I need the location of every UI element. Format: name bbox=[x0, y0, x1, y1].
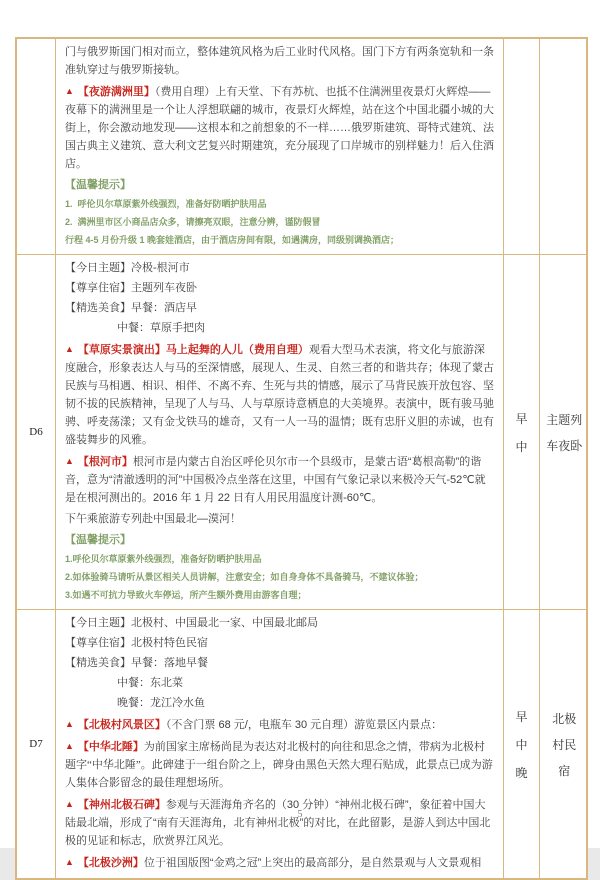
day-cell bbox=[17, 610, 55, 878]
feature-horse-show bbox=[65, 340, 495, 449]
day-cell bbox=[17, 255, 55, 609]
red-triangle-icon: ▲ bbox=[65, 741, 74, 751]
day-cell bbox=[17, 39, 55, 254]
content-cell bbox=[55, 610, 503, 878]
food-lunch: 中餐：草原手把肉 bbox=[117, 322, 205, 334]
day-label: D7 bbox=[29, 738, 43, 750]
content-cell bbox=[55, 255, 503, 609]
feature-body: （费用自理）上有天堂、下有苏杭、也抵不住满洲里夜景灯火辉煌——夜幕下的满洲里是一个让人浮想联翩的城市，夜景灯火辉煌，站在这个中国北疆小城的大街上，你会激动地发现——这根本和之前想象的不一样……俄罗斯建筑、哥特式建筑、法国古典主义建筑、意大利文艺复兴时期建筑，充分展现了口岸城市的别样魅力！后入住酒店。 bbox=[65, 86, 494, 170]
lodging-line: 村民 bbox=[552, 737, 577, 752]
lodging-cell bbox=[539, 39, 589, 254]
tips-header: 【温馨提示】 bbox=[65, 534, 131, 546]
red-triangle-icon: ▲ bbox=[65, 719, 74, 729]
stay-label: 【尊享住宿】 bbox=[65, 282, 131, 294]
lodging-line: 车夜卧 bbox=[546, 438, 583, 453]
food-label: 【精选美食】 bbox=[65, 657, 131, 669]
theme-value: 北极村、中国最北一家、中国最北邮局 bbox=[131, 617, 318, 629]
stay-value: 主题列车夜卧 bbox=[131, 282, 197, 294]
feature-title: 【根河市】 bbox=[77, 456, 133, 468]
itinerary-row-continuation bbox=[17, 39, 586, 254]
feature-zhonghua-beichui bbox=[65, 737, 495, 792]
lodging-line: 北极 bbox=[552, 711, 577, 726]
meal-item: 中 bbox=[515, 737, 528, 752]
red-triangle-icon: ▲ bbox=[65, 344, 74, 354]
food-dinner: 晚餐：龙江冷水鱼 bbox=[117, 697, 205, 709]
tips-header: 【温馨提示】 bbox=[65, 179, 131, 191]
itinerary-row-d6 bbox=[17, 254, 586, 609]
feature-genhe-city bbox=[65, 452, 495, 507]
theme-label: 【今日主题】 bbox=[65, 262, 131, 274]
feature-shenzhou-beiji-stele bbox=[65, 795, 495, 850]
red-triangle-icon: ▲ bbox=[65, 799, 74, 809]
stay-line bbox=[65, 634, 495, 652]
meal-item: 早 bbox=[515, 709, 528, 724]
feature-title: 【神州北极石碑】 bbox=[77, 799, 166, 811]
theme-line bbox=[65, 259, 495, 277]
lodging-line: 宿 bbox=[558, 763, 571, 778]
tip-item: 1.呼伦贝尔草原紫外线强烈，准备好防晒护肤用品 bbox=[65, 554, 262, 564]
feature-title: 【草原实景演出】马上起舞的人儿（费用自理） bbox=[77, 344, 309, 356]
content-cell bbox=[55, 39, 503, 254]
day-label: D6 bbox=[29, 426, 43, 438]
afternoon-note: 下午乘旅游专列赴中国最北—漠河！ bbox=[65, 513, 241, 525]
feature-title: 【北极沙洲】 bbox=[77, 857, 144, 869]
lodging-cell bbox=[539, 255, 589, 609]
red-triangle-icon: ▲ bbox=[65, 86, 74, 96]
itinerary-table bbox=[15, 37, 588, 880]
food-breakfast: 早餐：落地早餐 bbox=[131, 657, 208, 669]
page-number: 5 bbox=[297, 809, 303, 820]
theme-value: 冷极-根河市 bbox=[131, 262, 190, 274]
tip-item: 1. 呼伦贝尔草原紫外线强烈，准备好防晒护肤用品 bbox=[65, 199, 267, 209]
meals-cell bbox=[503, 255, 539, 609]
feature-beijicun-scenic bbox=[65, 715, 495, 734]
meal-item: 中 bbox=[515, 439, 528, 454]
feature-title: 【北极村风景区】 bbox=[77, 719, 166, 731]
feature-body: 为前国家主席杨尚昆为表达对北极村的向往和思念之情，带病为北极村题字“中华北陲”。此碑建于一组台阶之上，碑身由黑色天然大理石贴成，此景点已成为游人集体合影留念的最佳理想场所。 bbox=[65, 741, 493, 789]
tip-item: 2.如体验骑马请听从景区相关人员讲解，注意安全；如自身身体不具备骑马，不建议体验； bbox=[65, 572, 424, 582]
theme-line bbox=[65, 614, 495, 632]
intro-paragraph: 门与俄罗斯国门相对而立，整体建筑风格为后工业时代风格。国门下方有两条宽轨和一条准轨穿过与俄罗斯接轨。 bbox=[65, 46, 494, 76]
tip-item: 2. 满洲里市区小商品店众多，请擦亮双眼，注意分辨，谨防假冒 bbox=[65, 217, 321, 227]
meal-item: 晚 bbox=[515, 765, 528, 780]
feature-title: 【中华北陲】 bbox=[77, 741, 144, 753]
feature-body: 参观与天涯海角齐名的（30 分钟）“神州北极石碑”，象征着中国大陆最北端，形成了“南有天涯海角，北有神州北极”的对比，在此留影，是游人到达中国北极的见证和标志，欣赏界江风光。 bbox=[65, 799, 491, 847]
feature-body: （不含门票 68 元/，电瓶车 30 元自理）游览景区内景点： bbox=[165, 719, 443, 731]
feature-title: 【夜游满洲里】 bbox=[77, 86, 155, 98]
red-triangle-icon: ▲ bbox=[65, 857, 74, 867]
tip-item: 3.如遇不可抗力导致火车停运，所产生额外费用由游客自理； bbox=[65, 590, 307, 600]
feature-body: 位于祖国版图“金鸡之冠”上突出的最高部分，是自然景观与人文景观相 bbox=[143, 857, 482, 869]
feature-night-manzhouli bbox=[65, 82, 495, 173]
itinerary-row-d7 bbox=[17, 609, 586, 878]
feature-beiji-shazhou bbox=[65, 853, 495, 872]
meal-item: 早 bbox=[515, 411, 528, 426]
food-lunch: 中餐：东北菜 bbox=[117, 677, 183, 689]
feature-body: 观看大型马术表演，将文化与旅游深度融合，形象表达人与马的至深情感，展现人、生灵、自然三者的和谐共存；体现了蒙古民族与马相遇、相识、相伴、不离不弃、生死与共的情感，展示了马背民族开放包容、坚韧不拔的民族精神，呈现了人与马、人与草原诗意栖息的大美境界。表演中，既有骏马驰骋、呼麦荡漾；又有金戈铁马的雄奇，又有一人一马的温情；既有忠肝义胆的赤诚，也有盛装舞步的风雅。 bbox=[65, 344, 494, 446]
food-label: 【精选美食】 bbox=[65, 302, 131, 314]
meals-cell bbox=[503, 39, 539, 254]
red-triangle-icon: ▲ bbox=[65, 456, 74, 466]
stay-value: 北极村特色民宿 bbox=[131, 637, 208, 649]
feature-body: 根河市是内蒙古自治区呼伦贝尔市一个县级市，是蒙古语“葛根高勒”的谐音，意为“清澈透明的河”中国极冷点坐落在这里，中国有气象记录以来极冷天气-52℃就是在根河测出的。2016 年 1 月 22 日有人用民用温度计测-60℃。 bbox=[65, 456, 486, 504]
upgrade-note: 行程 4-5 月份升级 1 晚套娃酒店，由于酒店房间有限，如遇满房，同级别调换酒店； bbox=[65, 235, 400, 245]
theme-label: 【今日主题】 bbox=[65, 617, 131, 629]
food-line bbox=[65, 299, 495, 317]
stay-line bbox=[65, 279, 495, 297]
food-line bbox=[65, 654, 495, 672]
meals-cell bbox=[503, 610, 539, 878]
stay-label: 【尊享住宿】 bbox=[65, 637, 131, 649]
lodging-cell bbox=[539, 610, 589, 878]
lodging-line: 主题列 bbox=[546, 412, 583, 427]
food-breakfast: 早餐：酒店早 bbox=[131, 302, 197, 314]
